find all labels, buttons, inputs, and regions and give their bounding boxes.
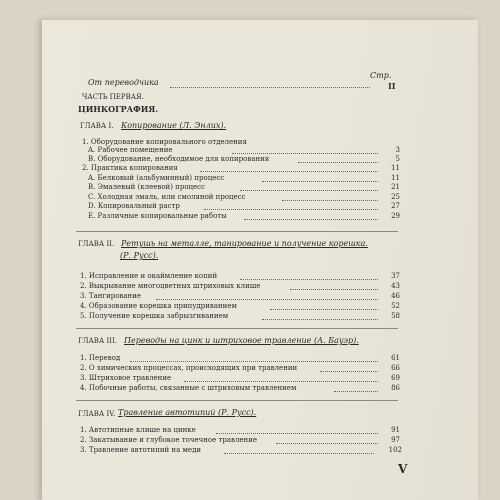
chapter-title: Копирование (Л. Энлих). — [121, 121, 227, 130]
toc-page: 61 — [391, 354, 400, 362]
dot-leader — [240, 279, 378, 280]
dot-leader — [320, 371, 378, 372]
chapter-number: ГЛАВА III. — [78, 337, 117, 345]
dot-leader — [244, 219, 378, 220]
signature-mark: V — [398, 462, 408, 476]
toc-entry: D. Копировальный растр — [88, 202, 180, 210]
chapter-number: ГЛАВА II. — [78, 240, 115, 248]
section-divider — [76, 400, 398, 401]
dot-leader — [262, 319, 378, 320]
toc-entry: 2. Закатывание и глубокое точечное травление — [80, 436, 258, 444]
toc-entry: 1. Исправление и окаймление копий — [80, 272, 218, 280]
toc-page: 66 — [391, 364, 400, 372]
toc-entry: C. Холодная эмаль, или смоляной процесс — [88, 193, 246, 201]
toc-page: 21 — [391, 183, 400, 191]
dot-leader — [262, 181, 378, 182]
toc-page: 11 — [391, 174, 400, 182]
section-divider — [76, 231, 398, 232]
chapter-number: ГЛАВА I. — [80, 122, 114, 130]
part-label: ЧАСТЬ ПЕРВАЯ. — [82, 93, 144, 101]
toc-entry: 3. Штриховое травление — [80, 374, 172, 382]
toc-entry: A. Белковый (альбуминный) процесс — [88, 174, 225, 182]
toc-page: 29 — [391, 212, 400, 220]
toc-entry: 1. Перевод — [80, 354, 121, 362]
dot-leader — [130, 361, 378, 362]
toc-entry: 1. Оборудование копировального отделения — [82, 138, 247, 146]
toc-entry: A. Рабочее помещение — [88, 146, 173, 154]
toc-entry: 2. Практика копирования — [82, 164, 178, 172]
page-column-label: Стр. — [370, 71, 392, 80]
toc-page: 86 — [391, 384, 400, 392]
dot-leader — [282, 200, 378, 201]
dot-leader — [170, 87, 370, 88]
toc-entry: 2. О химических процессах, происходящих при травлении — [80, 364, 298, 372]
dot-leader — [216, 433, 378, 434]
toc-entry: 4. Образование корешка припудриванием — [80, 302, 237, 310]
dot-leader — [298, 162, 378, 163]
toc-page: 46 — [391, 292, 400, 300]
toc-page: 25 — [391, 193, 400, 201]
toc-page: 27 — [391, 202, 400, 210]
toc-page: 58 — [391, 312, 400, 320]
dot-leader — [204, 209, 378, 210]
toc-entry: 3. Тангирование — [80, 292, 142, 300]
toc-page: 69 — [391, 374, 400, 382]
toc-page: 43 — [391, 282, 400, 290]
toc-entry: B. Оборудование, необходимое для копирования — [88, 155, 270, 163]
chapter-title: Ретушь на металле, танирование и получение корешка. — [121, 239, 368, 248]
section-title: ЦИНКОГРАФИЯ. — [78, 104, 159, 114]
dot-leader — [184, 381, 378, 382]
toc-entry: 5. Получение корешка забрызгиванием — [80, 312, 229, 320]
toc-page: 91 — [391, 426, 400, 434]
dot-leader — [224, 453, 374, 454]
section-divider — [76, 328, 398, 329]
chapter-title: Травление автотипий (Р. Русс). — [118, 408, 257, 417]
toc-page: 52 — [391, 302, 400, 310]
toc-entry: E. Различные копировальные работы — [88, 212, 227, 220]
toc-entry: 2. Выкрывание многоцветных штриховых клише — [80, 282, 261, 290]
dot-leader — [290, 289, 378, 290]
chapter-number: ГЛАВА IV. — [78, 410, 116, 418]
dot-leader — [240, 190, 378, 191]
toc-page: 5 — [395, 155, 400, 163]
dot-leader — [156, 299, 378, 300]
toc-page: 37 — [391, 272, 400, 280]
dot-leader — [276, 443, 378, 444]
toc-page: 11 — [391, 164, 400, 172]
toc-page: 102 — [388, 446, 402, 454]
preface-label: От переводчика — [88, 78, 159, 87]
chapter-title: Переводы на цинк и штриховое травление (А. Бауэр). — [124, 336, 359, 345]
toc-entry: 4. Побочные работы, связанные с штриховым травлением — [80, 384, 297, 392]
toc-page: 97 — [391, 436, 400, 444]
chapter-title-author: (Р. Русс). — [120, 251, 159, 260]
toc-entry: 3. Травление автотипий на меди — [80, 446, 202, 454]
dot-leader — [200, 171, 378, 172]
toc-entry: 1. Автотипные клише на цинке — [80, 426, 196, 434]
toc-page: 3 — [395, 146, 400, 154]
dot-leader — [232, 153, 378, 154]
preface-page: II — [388, 81, 396, 91]
dot-leader — [334, 391, 378, 392]
dot-leader — [270, 309, 378, 310]
toc-entry: B. Эмалевый (клеевой) процесс — [88, 183, 206, 191]
